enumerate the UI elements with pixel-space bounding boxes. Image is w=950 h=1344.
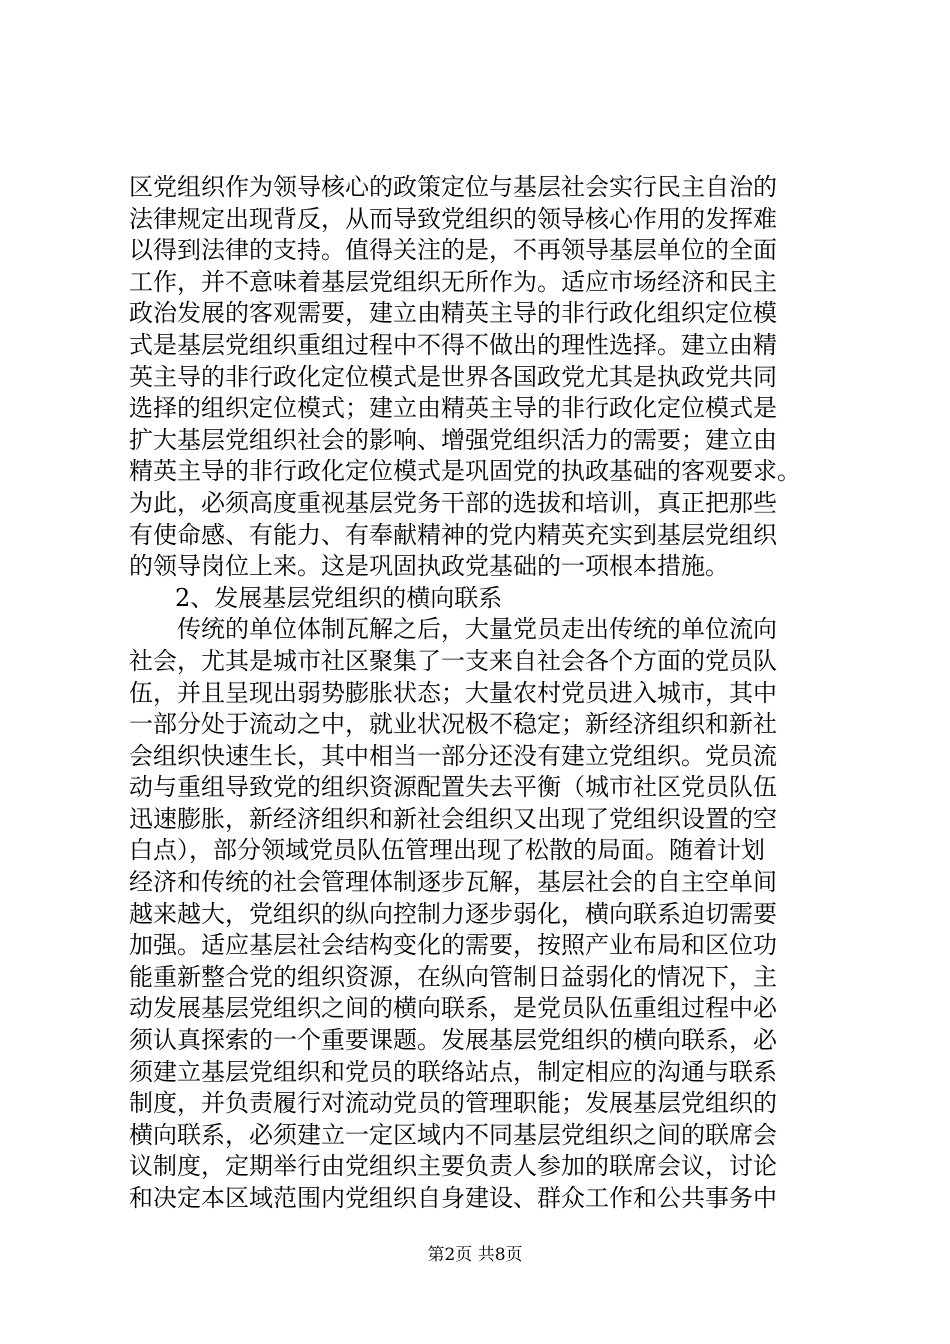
text-line: 选择的组织定位模式；建立由精英主导的非行政化定位模式是	[129, 394, 777, 423]
text-line: 迅速膨胀，新经济组织和新社会组织又出现了党组织设置的空	[129, 804, 777, 833]
text-line: 以得到法律的支持。值得关注的是，不再领导基层单位的全面	[129, 236, 777, 265]
text-line: 社会，尤其是城市社区聚集了一支来自社会各个方面的党员队	[129, 646, 777, 675]
text-line: 式是基层党组织重组过程中不得不做出的理性选择。建立由精	[129, 330, 777, 359]
section-heading: 2、发展基层党组织的横向联系	[175, 583, 503, 612]
page-number: 第2页 共8页	[427, 1245, 523, 1265]
text-line: 会组织快速生长，其中相当一部分还没有建立党组织。党员流	[129, 741, 777, 770]
text-line: 加强。适应基层社会结构变化的需要，按照产业布局和区位功	[129, 931, 777, 960]
text-line: 区党组织作为领导核心的政策定位与基层社会实行民主自治的	[129, 173, 777, 201]
text-line: 法律规定出现背反，从而导致党组织的领导核心作用的发挥难	[129, 204, 777, 233]
body-text	[129, 172, 829, 1215]
text-line: 议制度，定期举行由党组织主要负责人参加的联席会议，讨论	[129, 1152, 777, 1181]
text-line: 有使命感、有能力、有奉献精神的党内精英充实到基层党组织	[129, 520, 777, 549]
text-line: 白点），部分领域党员队伍管理出现了松散的局面。随着计划	[129, 836, 765, 865]
text-line: 须建立基层党组织和党员的联络站点，制定相应的沟通与联系	[129, 1057, 777, 1086]
text-line: 越来越大，党组织的纵向控制力逐步弱化，横向联系迫切需要	[129, 899, 777, 928]
text-line: 英主导的非行政化定位模式是世界各国政党尤其是执政党共同	[129, 362, 777, 391]
text-line: 传统的单位体制瓦解之后，大量党员走出传统的单位流向	[177, 615, 777, 644]
text-line: 须认真探索的一个重要课题。发展基层党组织的横向联系，必	[129, 1026, 777, 1055]
text-line: 为此，必须高度重视基层党务干部的选拔和培训，真正把那些	[129, 488, 777, 517]
text-line: 的领导岗位上来。这是巩固执政党基础的一项根本措施。	[129, 552, 729, 581]
text-line: 一部分处于流动之中，就业状况极不稳定；新经济组织和新社	[129, 710, 777, 739]
text-line: 动发展基层党组织之间的横向联系，是党员队伍重组过程中必	[129, 994, 777, 1023]
text-line: 经济和传统的社会管理体制逐步瓦解，基层社会的自主空单间	[129, 868, 777, 897]
text-line: 和决定本区域范围内党组织自身建设、群众工作和公共事务中	[129, 1184, 777, 1212]
text-line: 工作，并不意味着基层党组织无所作为。适应市场经济和民主	[129, 267, 777, 296]
text-line: 扩大基层党组织社会的影响、增强党组织活力的需要；建立由	[129, 425, 777, 454]
text-line: 横向联系，必须建立一定区域内不同基层党组织之间的联席会	[129, 1120, 777, 1149]
text-line: 精英主导的非行政化定位模式是巩固党的执政基础的客观要求。	[129, 457, 801, 486]
text-line: 伍，并且呈现出弱势膨胀状态；大量农村党员进入城市，其中	[129, 678, 777, 707]
text-line: 制度，并负责履行对流动党员的管理职能；发展基层党组织的	[129, 1089, 777, 1118]
text-line: 能重新整合党的组织资源，在纵向管制日益弱化的情况下，主	[129, 962, 777, 991]
text-line: 动与重组导致党的组织资源配置失去平衡（城市社区党员队伍	[129, 773, 777, 802]
text-line: 政治发展的客观需要，建立由精英主导的非行政化组织定位模	[129, 299, 777, 328]
